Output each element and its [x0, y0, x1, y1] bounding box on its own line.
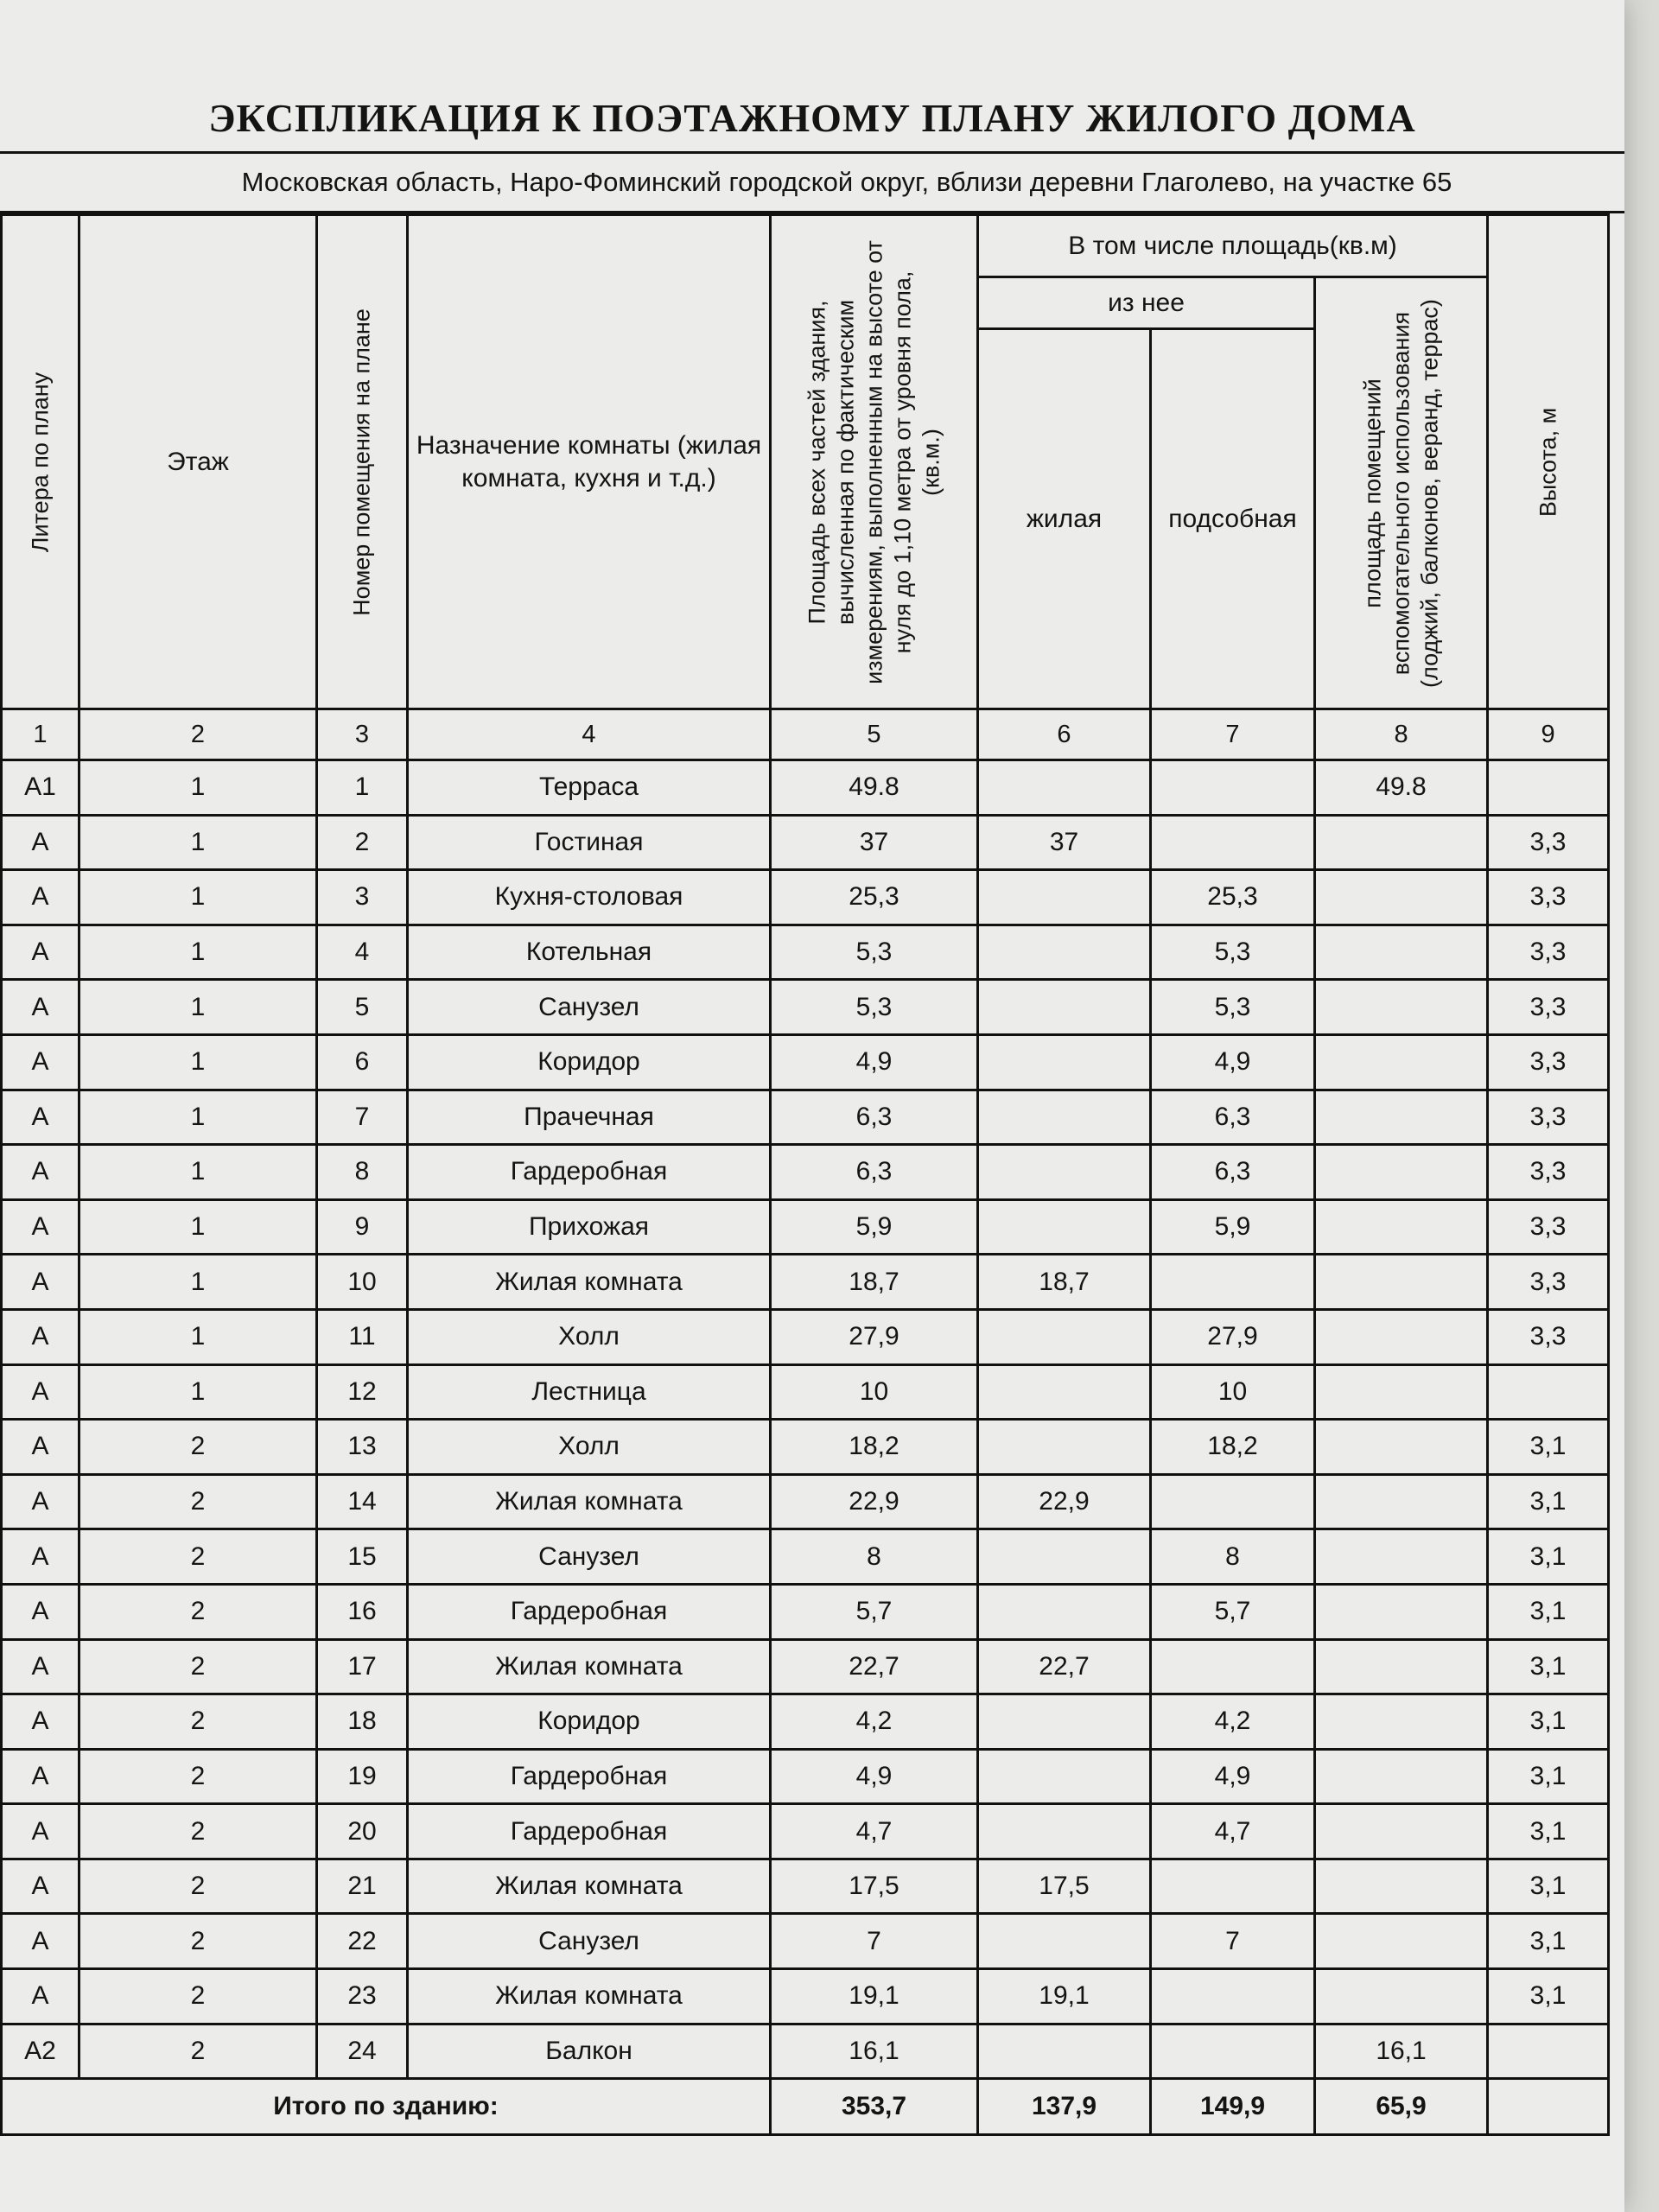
table-row — [2, 1090, 1609, 1145]
cell-floor: 2 — [79, 1914, 317, 1969]
cell-aux-use — [1315, 1969, 1488, 2024]
cell-floor: 1 — [79, 1364, 317, 1420]
cell-total-area: 4,7 — [771, 1804, 978, 1859]
cell-living: 17,5 — [978, 1859, 1151, 1914]
cell-total-area: 17,5 — [771, 1859, 978, 1914]
header-aux-use: площадь помещений вспомогательного использования (лоджий, балконов, веранд, террас) — [1315, 277, 1488, 709]
cell-living: 22,9 — [978, 1474, 1151, 1529]
cell-purpose: Коридор — [408, 1034, 771, 1090]
cell-total-area: 4,9 — [771, 1749, 978, 1804]
cell-height — [1488, 2024, 1609, 2079]
column-number: 8 — [1315, 709, 1488, 760]
cell-total-area: 37 — [771, 815, 978, 870]
cell-litera: А — [2, 1474, 79, 1529]
cell-litera: А — [2, 1420, 79, 1475]
cell-total-area: 22,9 — [771, 1474, 978, 1529]
cell-room-number: 1 — [317, 760, 408, 816]
cell-living — [978, 760, 1151, 816]
cell-auxiliary — [1151, 1639, 1315, 1694]
column-number: 2 — [79, 709, 317, 760]
totals-total-area: 353,7 — [771, 2079, 978, 2135]
cell-total-area: 25,3 — [771, 870, 978, 925]
cell-height: 3,3 — [1488, 1090, 1609, 1145]
cell-room-number: 22 — [317, 1914, 408, 1969]
cell-floor: 2 — [79, 1804, 317, 1859]
cell-total-area: 8 — [771, 1529, 978, 1585]
cell-auxiliary — [1151, 815, 1315, 870]
cell-total-area: 18,2 — [771, 1420, 978, 1475]
cell-floor: 1 — [79, 815, 317, 870]
cell-height: 3,1 — [1488, 1859, 1609, 1914]
column-number: 7 — [1151, 709, 1315, 760]
cell-auxiliary: 10 — [1151, 1364, 1315, 1420]
cell-total-area: 5,9 — [771, 1199, 978, 1255]
cell-litera: А — [2, 1364, 79, 1420]
table-row — [2, 1529, 1609, 1585]
cell-litera: А — [2, 1584, 79, 1639]
cell-auxiliary: 25,3 — [1151, 870, 1315, 925]
cell-floor: 1 — [79, 760, 317, 816]
cell-living — [978, 925, 1151, 980]
cell-total-area: 5,7 — [771, 1584, 978, 1639]
cell-room-number: 20 — [317, 1804, 408, 1859]
cell-aux-use — [1315, 1034, 1488, 1090]
cell-height: 3,1 — [1488, 1474, 1609, 1529]
cell-aux-use — [1315, 980, 1488, 1035]
cell-height: 3,1 — [1488, 1804, 1609, 1859]
cell-purpose: Жилая комната — [408, 1639, 771, 1694]
cell-total-area: 18,7 — [771, 1255, 978, 1310]
cell-living: 22,7 — [978, 1639, 1151, 1694]
cell-height: 3,3 — [1488, 980, 1609, 1035]
cell-living — [978, 1034, 1151, 1090]
cell-living — [978, 1309, 1151, 1364]
column-number: 9 — [1488, 709, 1609, 760]
cell-floor: 2 — [79, 1529, 317, 1585]
cell-aux-use: 49.8 — [1315, 760, 1488, 816]
cell-purpose: Санузел — [408, 1914, 771, 1969]
address-line: Московская область, Наро-Фоминский городской округ, вблизи деревни Глаголево, на участке 65 — [0, 151, 1624, 213]
cell-purpose: Терраса — [408, 760, 771, 816]
cell-total-area: 49.8 — [771, 760, 978, 816]
cell-aux-use — [1315, 1694, 1488, 1750]
table-row — [2, 870, 1609, 925]
table-row — [2, 1969, 1609, 2024]
cell-floor: 1 — [79, 1090, 317, 1145]
table-row — [2, 1034, 1609, 1090]
cell-floor: 2 — [79, 1420, 317, 1475]
cell-total-area: 5,3 — [771, 980, 978, 1035]
cell-litera: А — [2, 1859, 79, 1914]
cell-auxiliary: 5,3 — [1151, 980, 1315, 1035]
cell-aux-use — [1315, 925, 1488, 980]
header-of-it: из нее — [978, 277, 1315, 329]
cell-auxiliary: 5,7 — [1151, 1584, 1315, 1639]
column-number: 6 — [978, 709, 1151, 760]
table-row — [2, 760, 1609, 816]
cell-living — [978, 870, 1151, 925]
cell-aux-use — [1315, 1859, 1488, 1914]
cell-floor: 1 — [79, 870, 317, 925]
cell-room-number: 2 — [317, 815, 408, 870]
cell-height: 3,1 — [1488, 1529, 1609, 1585]
cell-living — [978, 1584, 1151, 1639]
cell-floor: 1 — [79, 1255, 317, 1310]
header-living: жилая — [978, 329, 1151, 709]
cell-total-area: 4,9 — [771, 1034, 978, 1090]
cell-room-number: 12 — [317, 1364, 408, 1420]
cell-aux-use — [1315, 1420, 1488, 1475]
cell-litera: А2 — [2, 2024, 79, 2079]
cell-litera: А1 — [2, 760, 79, 816]
cell-purpose: Прачечная — [408, 1090, 771, 1145]
cell-auxiliary — [1151, 1859, 1315, 1914]
cell-living — [978, 1529, 1151, 1585]
cell-height: 3,1 — [1488, 1914, 1609, 1969]
cell-auxiliary: 5,3 — [1151, 925, 1315, 980]
cell-height: 3,1 — [1488, 1969, 1609, 2024]
cell-litera: А — [2, 1034, 79, 1090]
cell-litera: А — [2, 1145, 79, 1200]
cell-total-area: 16,1 — [771, 2024, 978, 2079]
table-row — [2, 1420, 1609, 1475]
cell-height: 3,1 — [1488, 1584, 1609, 1639]
cell-purpose: Гардеробная — [408, 1145, 771, 1200]
cell-auxiliary: 6,3 — [1151, 1145, 1315, 1200]
totals-aux-use: 65,9 — [1315, 2079, 1488, 2135]
cell-height: 3,3 — [1488, 1145, 1609, 1200]
cell-total-area: 4,2 — [771, 1694, 978, 1750]
cell-height: 3,3 — [1488, 1255, 1609, 1310]
cell-purpose: Гостиная — [408, 815, 771, 870]
cell-living — [978, 1145, 1151, 1200]
cell-height: 3,3 — [1488, 1199, 1609, 1255]
table-row — [2, 1914, 1609, 1969]
totals-auxiliary: 149,9 — [1151, 2079, 1315, 2135]
cell-litera: А — [2, 870, 79, 925]
cell-auxiliary: 4,7 — [1151, 1804, 1315, 1859]
column-number: 5 — [771, 709, 978, 760]
cell-litera: А — [2, 1090, 79, 1145]
cell-auxiliary — [1151, 1969, 1315, 2024]
column-number: 3 — [317, 709, 408, 760]
table-row — [2, 1474, 1609, 1529]
table-body — [2, 760, 1609, 2079]
cell-living — [978, 1364, 1151, 1420]
cell-total-area: 19,1 — [771, 1969, 978, 2024]
cell-litera: А — [2, 1639, 79, 1694]
cell-auxiliary: 4,9 — [1151, 1034, 1315, 1090]
cell-floor: 2 — [79, 1639, 317, 1694]
cell-total-area: 22,7 — [771, 1639, 978, 1694]
totals-row — [2, 2079, 1609, 2135]
cell-height: 3,3 — [1488, 1309, 1609, 1364]
cell-height: 3,3 — [1488, 870, 1609, 925]
cell-auxiliary: 7 — [1151, 1914, 1315, 1969]
cell-floor: 1 — [79, 1034, 317, 1090]
cell-purpose: Холл — [408, 1309, 771, 1364]
cell-living — [978, 1694, 1151, 1750]
cell-total-area: 6,3 — [771, 1145, 978, 1200]
cell-auxiliary: 27,9 — [1151, 1309, 1315, 1364]
cell-purpose: Санузел — [408, 1529, 771, 1585]
cell-floor: 2 — [79, 1584, 317, 1639]
cell-litera: А — [2, 1199, 79, 1255]
cell-purpose: Гардеробная — [408, 1749, 771, 1804]
header-floor: Этаж — [79, 215, 317, 709]
cell-aux-use — [1315, 1474, 1488, 1529]
cell-height: 3,1 — [1488, 1694, 1609, 1750]
cell-auxiliary — [1151, 1255, 1315, 1310]
cell-litera: А — [2, 815, 79, 870]
cell-floor: 2 — [79, 2024, 317, 2079]
cell-floor: 2 — [79, 1694, 317, 1750]
cell-height: 3,1 — [1488, 1420, 1609, 1475]
cell-aux-use — [1315, 870, 1488, 925]
table-row — [2, 1694, 1609, 1750]
cell-room-number: 17 — [317, 1639, 408, 1694]
cell-auxiliary — [1151, 760, 1315, 816]
totals-label: Итого по зданию: — [2, 2079, 771, 2135]
header-total-area: Площадь всех частей здания, вычисленная по фактическим измерениям, выполненным на высоте от нуля до 1,10 метра от уровня пола, (кв.м.) — [771, 215, 978, 709]
cell-litera: А — [2, 980, 79, 1035]
cell-auxiliary: 8 — [1151, 1529, 1315, 1585]
cell-living: 18,7 — [978, 1255, 1151, 1310]
table-row — [2, 925, 1609, 980]
cell-room-number: 8 — [317, 1145, 408, 1200]
cell-litera: А — [2, 1694, 79, 1750]
cell-room-number: 11 — [317, 1309, 408, 1364]
cell-aux-use — [1315, 1804, 1488, 1859]
cell-auxiliary: 4,9 — [1151, 1749, 1315, 1804]
cell-room-number: 7 — [317, 1090, 408, 1145]
column-number-row — [2, 709, 1609, 760]
cell-living: 37 — [978, 815, 1151, 870]
table-row — [2, 1255, 1609, 1310]
cell-total-area: 7 — [771, 1914, 978, 1969]
cell-aux-use — [1315, 1255, 1488, 1310]
cell-floor: 1 — [79, 980, 317, 1035]
cell-height: 3,1 — [1488, 1749, 1609, 1804]
cell-room-number: 4 — [317, 925, 408, 980]
cell-purpose: Балкон — [408, 2024, 771, 2079]
table-row — [2, 1199, 1609, 1255]
cell-room-number: 19 — [317, 1749, 408, 1804]
column-number: 1 — [2, 709, 79, 760]
cell-litera: А — [2, 925, 79, 980]
header-litera: Литера по плану — [2, 215, 79, 709]
table-row — [2, 2024, 1609, 2079]
table-row — [2, 980, 1609, 1035]
cell-room-number: 14 — [317, 1474, 408, 1529]
cell-height — [1488, 760, 1609, 816]
cell-room-number: 5 — [317, 980, 408, 1035]
cell-purpose: Жилая комната — [408, 1969, 771, 2024]
cell-litera: А — [2, 1969, 79, 2024]
cell-litera: А — [2, 1914, 79, 1969]
cell-litera: А — [2, 1749, 79, 1804]
cell-living — [978, 2024, 1151, 2079]
header-including: В том числе площадь(кв.м) — [978, 215, 1488, 277]
cell-height: 3,3 — [1488, 925, 1609, 980]
cell-living — [978, 980, 1151, 1035]
cell-aux-use — [1315, 815, 1488, 870]
column-number: 4 — [408, 709, 771, 760]
cell-purpose: Жилая комната — [408, 1255, 771, 1310]
cell-living — [978, 1420, 1151, 1475]
table-row — [2, 1639, 1609, 1694]
cell-total-area: 10 — [771, 1364, 978, 1420]
table-row — [2, 1584, 1609, 1639]
header-height: Высота, м — [1488, 215, 1609, 709]
cell-aux-use — [1315, 1199, 1488, 1255]
cell-room-number: 6 — [317, 1034, 408, 1090]
cell-room-number: 18 — [317, 1694, 408, 1750]
header-room-number: Номер помещения на плане — [317, 215, 408, 709]
cell-purpose: Санузел — [408, 980, 771, 1035]
cell-purpose: Гардеробная — [408, 1804, 771, 1859]
cell-living — [978, 1090, 1151, 1145]
document-title: ЭКСПЛИКАЦИЯ К ПОЭТАЖНОМУ ПЛАНУ ЖИЛОГО ДОМА — [208, 96, 1416, 140]
cell-room-number: 23 — [317, 1969, 408, 2024]
table-row — [2, 1749, 1609, 1804]
table-row — [2, 1804, 1609, 1859]
cell-purpose: Прихожая — [408, 1199, 771, 1255]
cell-floor: 1 — [79, 1309, 317, 1364]
cell-room-number: 10 — [317, 1255, 408, 1310]
cell-height: 3,3 — [1488, 815, 1609, 870]
cell-auxiliary — [1151, 2024, 1315, 2079]
cell-auxiliary: 4,2 — [1151, 1694, 1315, 1750]
cell-room-number: 9 — [317, 1199, 408, 1255]
cell-aux-use — [1315, 1639, 1488, 1694]
cell-litera: А — [2, 1255, 79, 1310]
cell-floor: 1 — [79, 1199, 317, 1255]
cell-height — [1488, 1364, 1609, 1420]
cell-aux-use — [1315, 1145, 1488, 1200]
cell-purpose: Коридор — [408, 1694, 771, 1750]
cell-room-number: 24 — [317, 2024, 408, 2079]
cell-purpose: Кухня-столовая — [408, 870, 771, 925]
cell-aux-use — [1315, 1529, 1488, 1585]
cell-floor: 2 — [79, 1859, 317, 1914]
cell-living — [978, 1804, 1151, 1859]
table-row — [2, 1145, 1609, 1200]
cell-aux-use — [1315, 1749, 1488, 1804]
cell-floor: 2 — [79, 1969, 317, 2024]
cell-purpose: Котельная — [408, 925, 771, 980]
cell-room-number: 3 — [317, 870, 408, 925]
cell-purpose: Жилая комната — [408, 1474, 771, 1529]
cell-litera: А — [2, 1529, 79, 1585]
cell-purpose: Холл — [408, 1420, 771, 1475]
cell-floor: 2 — [79, 1749, 317, 1804]
cell-litera: А — [2, 1804, 79, 1859]
cell-room-number: 15 — [317, 1529, 408, 1585]
table-row — [2, 1364, 1609, 1420]
totals-living: 137,9 — [978, 2079, 1151, 2135]
cell-floor: 1 — [79, 925, 317, 980]
totals-height-empty — [1488, 2079, 1609, 2135]
cell-living — [978, 1914, 1151, 1969]
cell-aux-use: 16,1 — [1315, 2024, 1488, 2079]
header-auxiliary: подсобная — [1151, 329, 1315, 709]
cell-auxiliary: 18,2 — [1151, 1420, 1315, 1475]
cell-room-number: 21 — [317, 1859, 408, 1914]
cell-aux-use — [1315, 1309, 1488, 1364]
cell-purpose: Лестница — [408, 1364, 771, 1420]
cell-auxiliary — [1151, 1474, 1315, 1529]
cell-total-area: 27,9 — [771, 1309, 978, 1364]
cell-auxiliary: 6,3 — [1151, 1090, 1315, 1145]
cell-aux-use — [1315, 1364, 1488, 1420]
cell-aux-use — [1315, 1584, 1488, 1639]
cell-litera: А — [2, 1309, 79, 1364]
cell-aux-use — [1315, 1090, 1488, 1145]
cell-total-area: 6,3 — [771, 1090, 978, 1145]
cell-floor: 1 — [79, 1145, 317, 1200]
cell-room-number: 16 — [317, 1584, 408, 1639]
cell-living — [978, 1199, 1151, 1255]
explication-table — [0, 213, 1610, 2136]
cell-purpose: Жилая комната — [408, 1859, 771, 1914]
table-row — [2, 815, 1609, 870]
cell-room-number: 13 — [317, 1420, 408, 1475]
cell-height: 3,3 — [1488, 1034, 1609, 1090]
table-row — [2, 1309, 1609, 1364]
header-purpose: Назначение комнаты (жилая комната, кухня и т.д.) — [408, 215, 771, 709]
table-row — [2, 1859, 1609, 1914]
cell-auxiliary: 5,9 — [1151, 1199, 1315, 1255]
cell-floor: 2 — [79, 1474, 317, 1529]
cell-total-area: 5,3 — [771, 925, 978, 980]
cell-aux-use — [1315, 1914, 1488, 1969]
cell-living — [978, 1749, 1151, 1804]
cell-height: 3,1 — [1488, 1639, 1609, 1694]
cell-purpose: Гардеробная — [408, 1584, 771, 1639]
cell-living: 19,1 — [978, 1969, 1151, 2024]
